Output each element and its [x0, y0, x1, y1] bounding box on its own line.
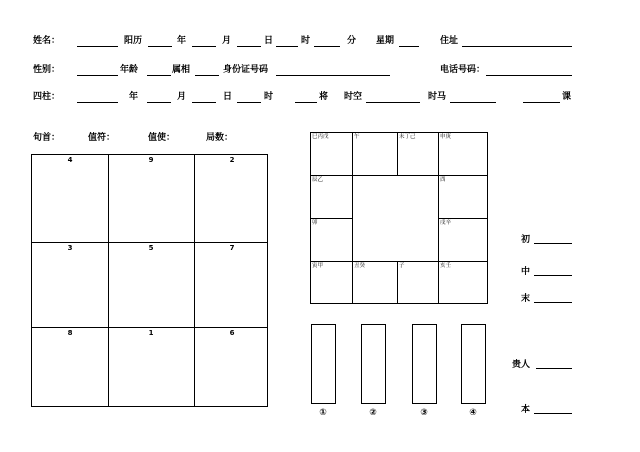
ben-label: 本 — [521, 405, 531, 415]
palace-mao: 卯 — [312, 220, 318, 226]
column-number-4: ④ — [469, 408, 477, 418]
column-box-4[interactable] — [461, 324, 486, 404]
ju-shu-label: 局数： — [206, 133, 234, 143]
solar-day-field[interactable] — [237, 46, 261, 47]
void-label: 时空 — [344, 92, 363, 102]
palace-si: 巳丙戊 — [312, 134, 329, 140]
palace-yin: 寅甲 — [312, 263, 324, 269]
palace-wu: 午 — [354, 134, 360, 140]
palace-you: 酉 — [440, 177, 446, 183]
pillar-year-label: 年 — [129, 92, 139, 102]
general-label: 将 — [319, 92, 329, 102]
column-number-3: ③ — [420, 408, 428, 418]
year-label: 年 — [177, 36, 187, 46]
phone-field[interactable] — [486, 75, 572, 76]
gui-ren-field[interactable] — [536, 368, 572, 369]
palace-number: 4 — [67, 156, 73, 164]
palace-number: 6 — [229, 329, 235, 337]
horse-field[interactable] — [450, 102, 496, 103]
weekday-label: 星期 — [376, 36, 395, 46]
solar-year-field[interactable] — [148, 46, 172, 47]
id-number-field[interactable] — [276, 75, 390, 76]
nine-palace-frame — [31, 154, 268, 407]
column-box-3[interactable] — [412, 324, 437, 404]
pillar-month-label: 月 — [177, 92, 187, 102]
zhong-field[interactable] — [534, 275, 572, 276]
lesson-field[interactable] — [523, 102, 560, 103]
palace-number: 8 — [67, 329, 73, 337]
four-pillars-label: 四柱： — [33, 92, 61, 102]
pillar-hour-label: 时 — [264, 92, 274, 102]
pillar-month-field[interactable] — [147, 102, 171, 103]
grid-divider — [310, 218, 352, 219]
solar-month-field[interactable] — [192, 46, 216, 47]
palace-hai: 亥壬 — [440, 263, 452, 269]
month-label: 月 — [222, 36, 232, 46]
hour-label: 时 — [301, 36, 311, 46]
pillar-hour-field[interactable] — [237, 102, 261, 103]
lesson-label: 课 — [562, 92, 572, 102]
zodiac-label: 属相 — [172, 65, 191, 75]
chu-field[interactable] — [534, 243, 572, 244]
column-number-2: ② — [369, 408, 377, 418]
id-number-label: 身份证号码 — [223, 65, 269, 75]
zodiac-field[interactable] — [195, 75, 219, 76]
mo-field[interactable] — [534, 302, 572, 303]
age-field[interactable] — [147, 75, 171, 76]
horse-label: 时马 — [428, 92, 447, 102]
palace-number: 3 — [67, 244, 73, 252]
grid-divider — [352, 132, 353, 304]
age-label: 年龄 — [120, 65, 139, 75]
mo-label: 末 — [521, 294, 531, 304]
solar-hour-field[interactable] — [276, 46, 298, 47]
grid-divider — [397, 261, 398, 304]
palace-number: 7 — [229, 244, 235, 252]
column-box-2[interactable] — [361, 324, 386, 404]
zhi-shi-label: 值使： — [148, 133, 176, 143]
grid-divider — [31, 327, 268, 328]
palace-number: 2 — [229, 156, 235, 164]
pillar-day-field[interactable] — [192, 102, 216, 103]
grid-divider — [438, 218, 488, 219]
gender-label: 性别： — [33, 65, 61, 75]
column-number-1: ① — [319, 408, 327, 418]
palace-zi: 子 — [399, 263, 405, 269]
grid-divider — [194, 154, 195, 407]
void-field[interactable] — [366, 102, 420, 103]
pillar-day-label: 日 — [223, 92, 233, 102]
general-field[interactable] — [295, 102, 317, 103]
address-label: 住址 — [440, 36, 459, 46]
pillar-year-field[interactable] — [77, 102, 118, 103]
chu-label: 初 — [521, 235, 531, 245]
grid-divider — [397, 132, 398, 175]
gui-ren-label: 贵人 — [512, 360, 531, 370]
phone-label: 电话号码： — [440, 65, 486, 75]
palace-xu: 戌辛 — [440, 220, 452, 226]
xun-shou-label: 旬首： — [33, 133, 61, 143]
grid-divider — [438, 132, 439, 304]
palace-chen: 辰乙 — [312, 177, 324, 183]
name-field[interactable] — [77, 46, 118, 47]
address-field[interactable] — [462, 46, 572, 47]
palace-number: 1 — [148, 329, 154, 337]
day-label: 日 — [264, 36, 274, 46]
palace-wei: 未丁己 — [399, 134, 416, 140]
zhong-label: 中 — [521, 267, 531, 277]
palace-shen: 申庚 — [440, 134, 452, 140]
zhi-fu-label: 值符： — [88, 133, 116, 143]
column-box-1[interactable] — [311, 324, 336, 404]
weekday-field[interactable] — [399, 46, 419, 47]
gender-field[interactable] — [77, 75, 118, 76]
grid-divider — [108, 154, 109, 407]
grid-divider — [310, 261, 488, 262]
solar-minute-field[interactable] — [314, 46, 340, 47]
palace-number: 5 — [148, 244, 154, 252]
ben-field[interactable] — [534, 413, 572, 414]
name-label: 姓名： — [33, 36, 61, 46]
solar-calendar-label: 阳历 — [124, 36, 143, 46]
palace-number: 9 — [148, 156, 154, 164]
grid-divider — [31, 242, 268, 243]
palace-chou: 丑癸 — [354, 263, 366, 269]
minute-label: 分 — [347, 36, 357, 46]
grid-divider — [310, 175, 488, 176]
